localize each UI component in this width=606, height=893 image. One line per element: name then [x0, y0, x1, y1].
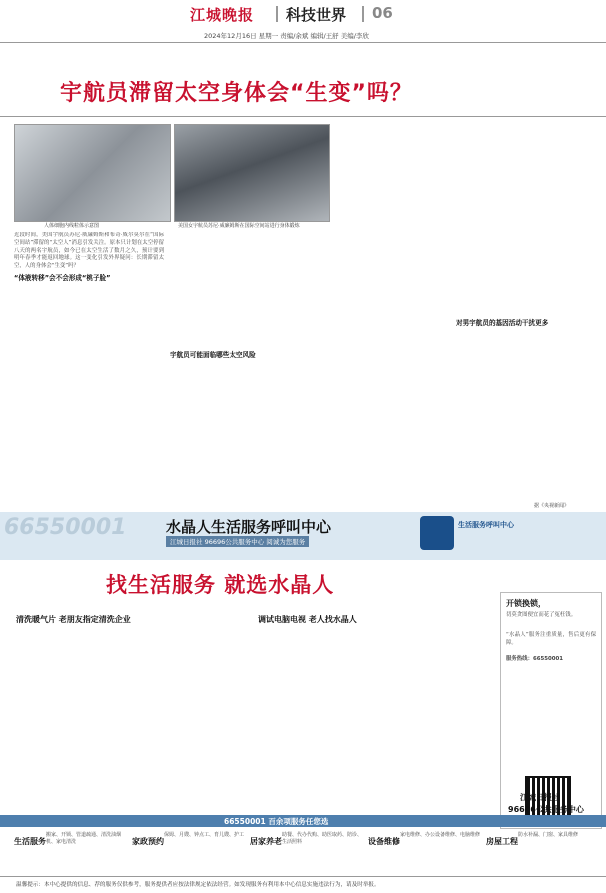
service-text — [258, 630, 492, 806]
side-box-hotline-org: 96696公共服务中心 — [508, 805, 584, 814]
side-box-org: 江城日报社 — [520, 793, 560, 802]
service-logo-icon — [420, 516, 454, 550]
footer-bar-title: 66550001 百余项服务任您选 — [224, 817, 329, 826]
service-title: 调试电脑电视 老人找水晶人 — [258, 615, 357, 624]
footer-cell-text: 保姆、月嫂、钟点工、育儿嫂、护工 — [164, 832, 245, 838]
footer-cell-text: 防水补漏、门窗、家具维修 — [518, 832, 579, 838]
ad-title: 水晶人生活服务呼叫中心 — [166, 518, 332, 536]
photo-astronaut — [174, 124, 330, 222]
ad-slogan: 找生活服务 就选水晶人 — [106, 573, 335, 597]
divider — [276, 6, 278, 22]
divider — [362, 6, 364, 22]
article-body-col1: 近段时间，美国宇航员苏尼·威廉姆斯和布奇·威尔莫尔在“国际空间站”滞留的“太空人”消息引发关注。原本只计划在太空停留八天的两名宇航员，如今已在太空生活了数月之久，预计要到明年春季才能返回地球。这一变化引发外界疑问：长期滞留太空，人的身体会“生变”吗？ “体液转移”会不会形成“桃子脸” — [14, 232, 164, 282]
article-headline: 宇航员滞留太空身体会“生变”吗？ — [60, 81, 413, 106]
footer-cell-text: 助餐、代办代购、助医取药、陪诊、生活照料 — [282, 832, 363, 845]
article-byline: 据《央视新闻》 — [534, 503, 570, 509]
ad-number-graphic: 66550001 — [4, 515, 127, 540]
service-title: 清洗暖气片 老朋友指定清洗企业 — [16, 615, 131, 624]
section-title: 科技世界 — [286, 6, 347, 24]
article-subheading: 对男宇航员的基因活动干扰更多 — [456, 319, 549, 327]
article-body-col4 — [456, 124, 596, 502]
footer-rule — [0, 876, 606, 877]
side-box-text: 切莫贪图便宜而花了冤枉钱。 — [506, 612, 577, 618]
photo-mitochondria — [14, 124, 171, 222]
footer-cell-label: 居家养老 — [250, 837, 282, 846]
footer-cell-label: 房屋工程 — [486, 837, 518, 846]
footer-cell-label: 家政预约 — [132, 837, 164, 846]
photo-caption: 人体细胞内线粒体示意图 — [44, 223, 100, 229]
footer-cell-text: 家电维修、办公设备维修、电脑维修 — [400, 832, 481, 838]
date-line: 2024年12月16日 星期一 责编/余斌 编辑/王舒 美编/李欣 — [204, 32, 369, 40]
footer-cell-text: 搬家、开锁、管道疏通、清洗油烟机、家电清洗 — [46, 832, 122, 845]
article-body-col2 — [170, 232, 320, 502]
ad-brand: 生活服务呼叫中心 — [458, 521, 514, 529]
photo-caption: 美国女宇航员苏尼·威廉姆斯在国际空间站进行身体锻炼 — [178, 223, 300, 229]
article-subheading: 宇航员可能面临哪些太空风险 — [170, 351, 256, 359]
footer-disclaimer: 温馨提示：本中心提供的信息、荐的服务仅供参考，服务提供者应按法律规定依法经营。如发现服务有利用本中心信息实施违法行为，请及时举报。 — [16, 882, 380, 888]
article-subheading: “体液转移”会不会形成“桃子脸” — [14, 273, 111, 282]
ad-subtitle: 江城日报社 96696公共服务中心 阅诚为您服务 — [166, 536, 309, 547]
page-number: 06 — [372, 4, 393, 22]
footer-cell-label: 生活服务 — [14, 837, 46, 846]
newspaper-logo: 江城晚报 — [190, 6, 255, 24]
headline-rule — [0, 116, 606, 117]
service-text — [16, 630, 246, 806]
side-box-title: 开锁换锁， — [506, 599, 546, 608]
top-rule — [0, 42, 606, 43]
footer-cell-label: 设备维修 — [368, 837, 400, 846]
side-box-text: “水晶人”服务注重质量，售后更有保障。 — [506, 632, 596, 646]
side-box-hotline: 服务热线：66550001 — [506, 656, 563, 662]
article-body-col3 — [330, 124, 450, 502]
